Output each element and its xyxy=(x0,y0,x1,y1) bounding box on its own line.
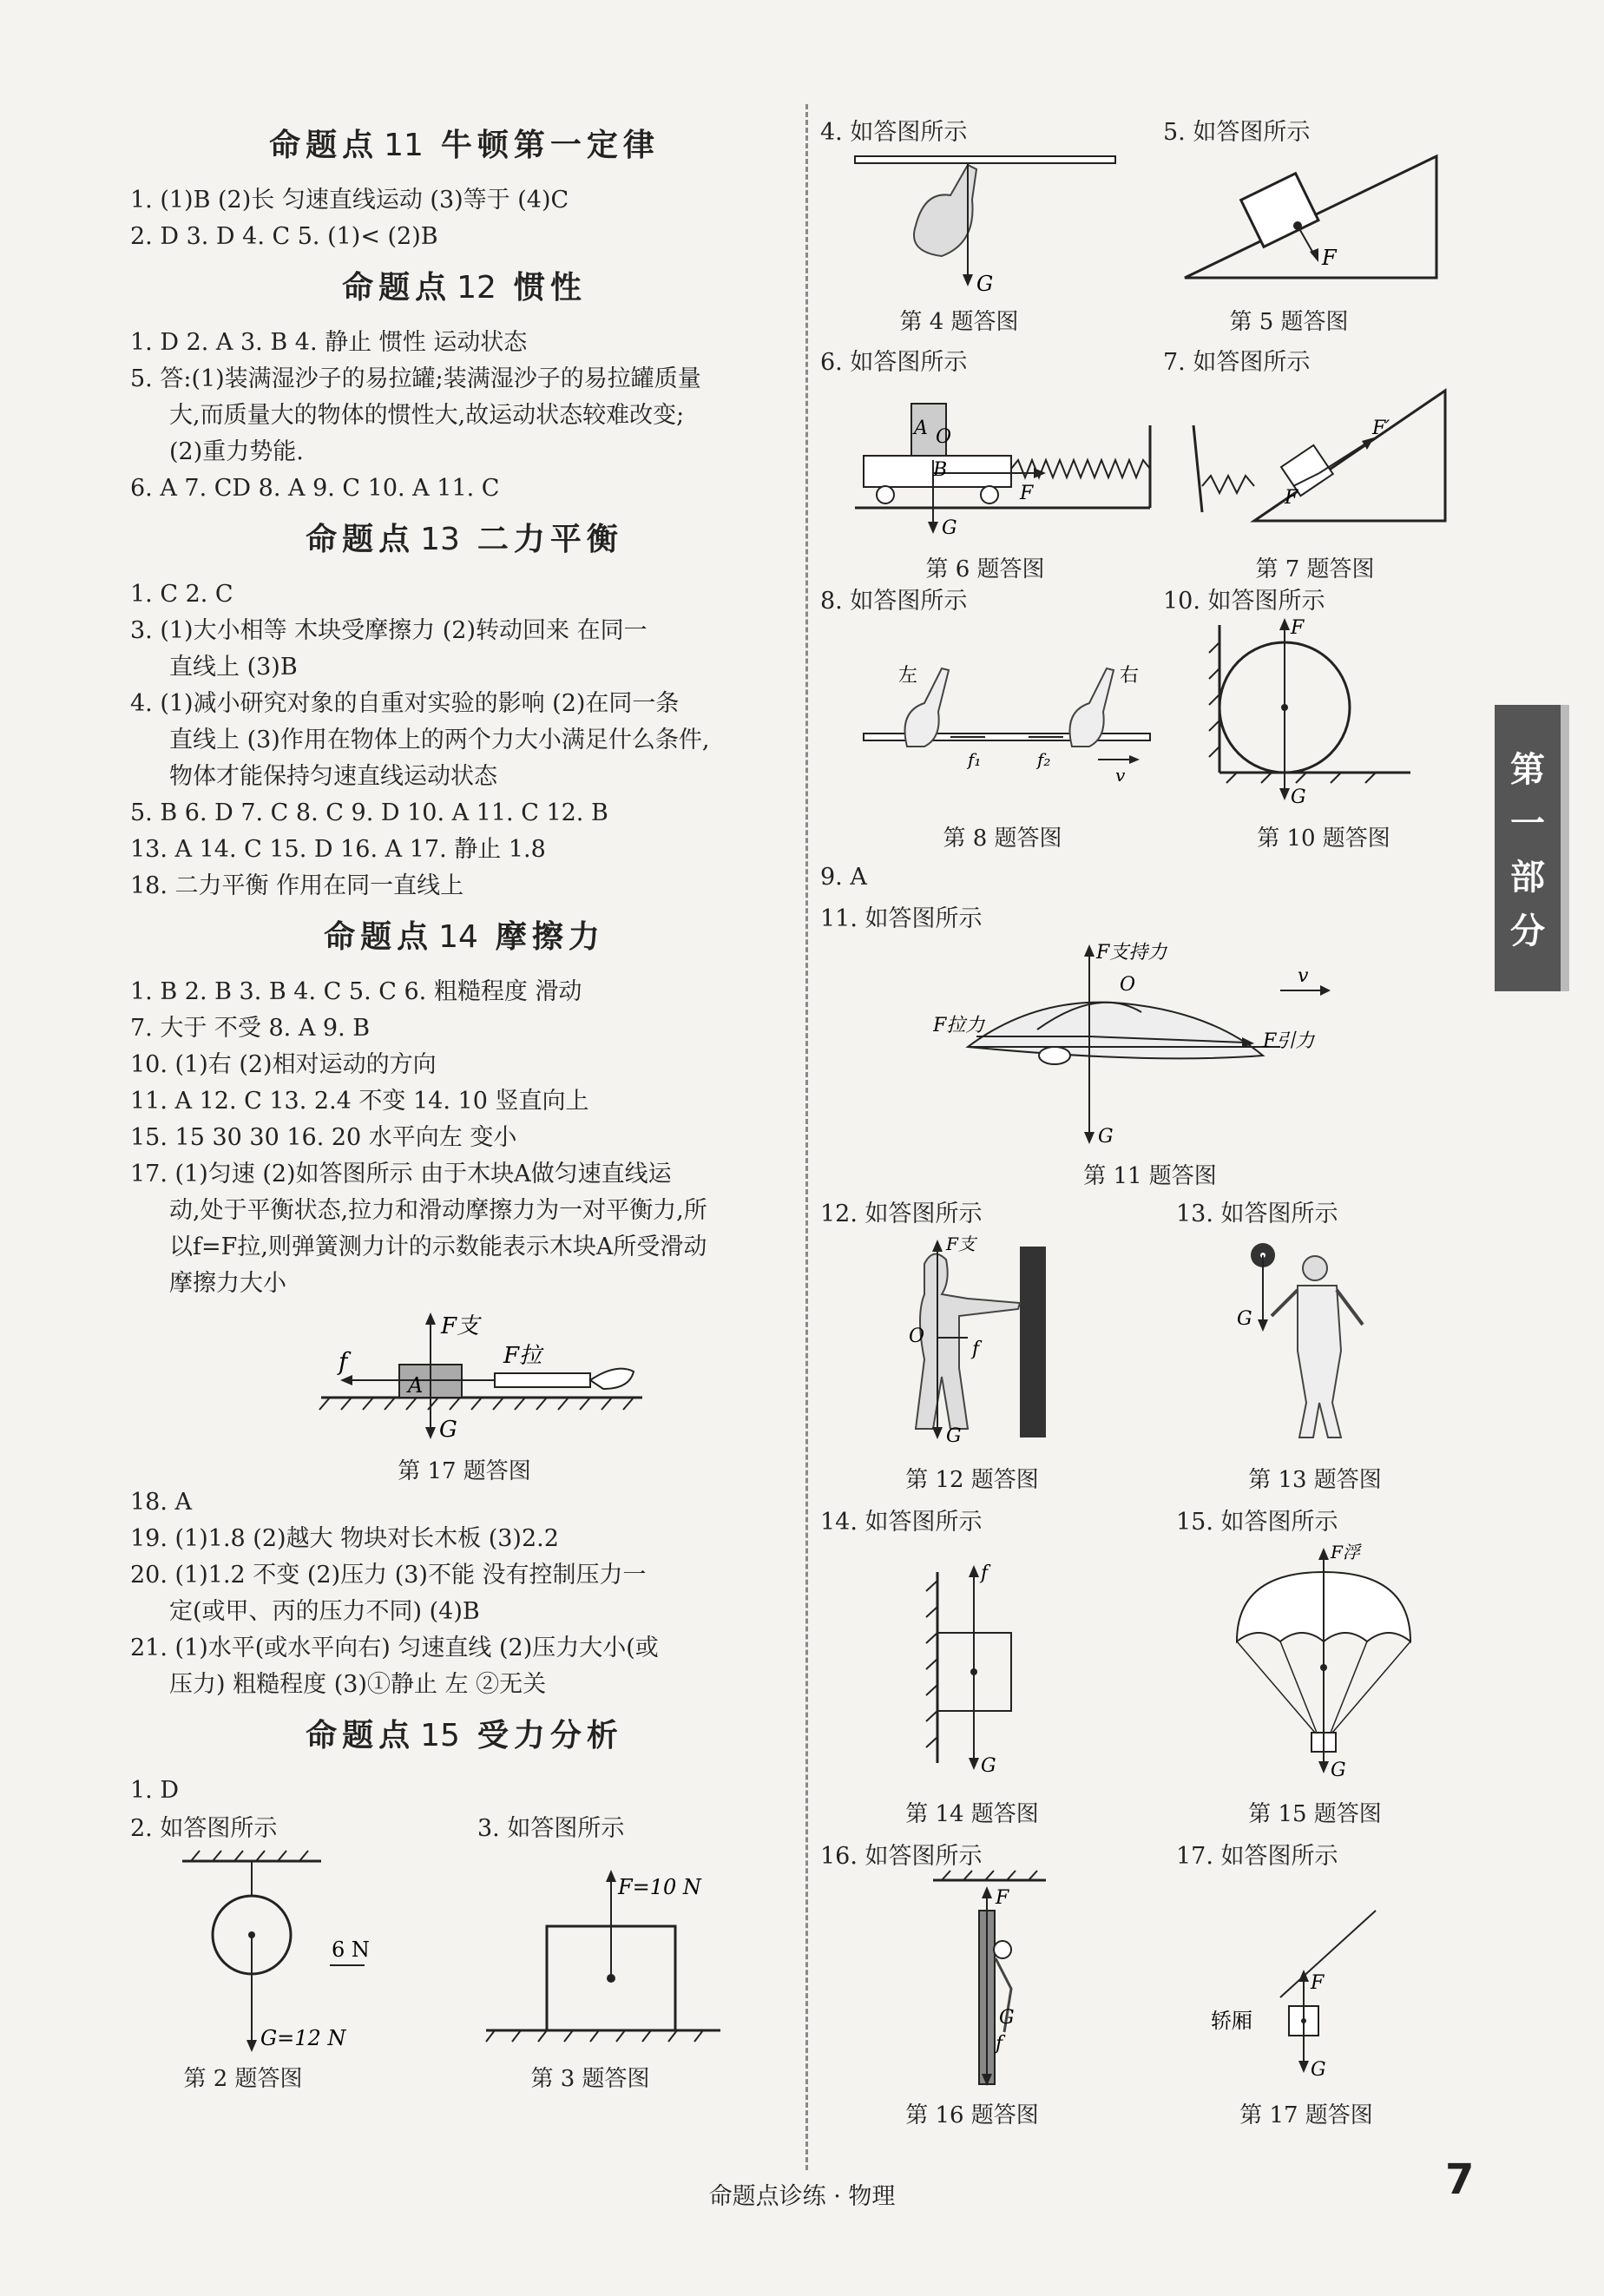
figure-12-label: G xyxy=(946,1425,962,1447)
figure-8-label: v xyxy=(1115,765,1126,786)
figure-caption: 第 13 题答图 xyxy=(1248,1467,1382,1493)
answer-line: 21. (1)水平(或水平向右) 匀速直线 (2)压力大小(或 xyxy=(130,1635,659,1661)
figure-12-label: O xyxy=(909,1326,925,1347)
figure-caption: 第 8 题答图 xyxy=(943,826,1062,852)
figure-caption: 第 17 题答图 xyxy=(398,1458,531,1484)
figure-15-diagram xyxy=(1211,1537,1436,1789)
figure-caption: 第 16 题答图 xyxy=(905,2102,1039,2128)
figure-14-diagram xyxy=(907,1537,1124,1789)
answer-line: 2. D 3. D 4. C 5. (1)< (2)B xyxy=(130,223,438,250)
figure-2-scale: 6 N xyxy=(332,1937,370,1962)
figure-8-label: 左 xyxy=(898,665,918,687)
figure-6-label: G xyxy=(942,517,957,539)
figure-17-diagram xyxy=(130,1302,799,1450)
figure-14-label: G xyxy=(981,1755,996,1777)
answer-line: 13. A 14. C 15. D 16. A 17. 静止 1.8 xyxy=(130,836,546,863)
figure-caption: 第 2 题答图 xyxy=(183,2066,303,2092)
answer-line: 1. (1)B (2)长 匀速直线运动 (3)等于 (4)C xyxy=(130,187,569,214)
figure-12-diagram xyxy=(864,1229,1124,1455)
figures-4-5 xyxy=(820,104,1480,343)
figure-caption: 第 6 题答图 xyxy=(925,556,1045,582)
side-tab-char: 一 xyxy=(1510,804,1545,844)
answer-line: 动,处于平衡状态,拉力和滑动摩擦力为一对平衡力,所 xyxy=(169,1197,707,1224)
answer-line: 5. 答:(1)装满湿沙子的易拉罐;装满湿沙子的易拉罐质量 xyxy=(130,365,701,392)
figure-2-label: G=12 N xyxy=(260,2026,346,2050)
section-title-15: 命题点 15 受力分析 xyxy=(306,1718,623,1753)
figures-6-7 xyxy=(820,343,1480,582)
figure-caption: 第 10 题答图 xyxy=(1257,826,1390,852)
figure-8-label: f₁ xyxy=(968,749,982,770)
figure-4-diagram xyxy=(846,148,1133,304)
figure-caption: 第 12 题答图 xyxy=(905,1467,1039,1493)
figures-8-10 xyxy=(820,582,1480,864)
figure-8-label: 右 xyxy=(1120,665,1140,687)
answer-line: 物体才能保持匀速直线运动状态 xyxy=(169,763,497,790)
answer-line: 以f=F拉,则弹簧测力计的示数能表示木块A所受滑动 xyxy=(169,1234,707,1260)
figures-14-15 xyxy=(820,1503,1480,1837)
question-3-label: 3. 如答图所示 xyxy=(477,1815,625,1842)
figure-10-label: G xyxy=(1291,786,1306,808)
question-8-label: 8. 如答图所示 xyxy=(820,588,968,615)
section-title-11: 命题点 11 牛顿第一定律 xyxy=(269,128,660,163)
figure-16-label: G xyxy=(999,2007,1015,2029)
figure-10-label: F xyxy=(1291,617,1305,639)
figure-11-label: O xyxy=(1120,974,1136,996)
answer-line: 压力) 粗糙程度 (3)①静止 左 ②无关 xyxy=(169,1671,547,1698)
question-17-label: 17. 如答图所示 xyxy=(1176,1843,1338,1870)
answer-line: 大,而质量大的物体的惯性大,故运动状态较难改变; xyxy=(169,402,685,429)
figure-caption: 第 14 题答图 xyxy=(905,1801,1039,1827)
figure-4-label: G xyxy=(976,272,994,296)
figure-11 xyxy=(820,899,1480,1194)
right-column xyxy=(820,104,1480,2136)
figure-caption: 第 5 题答图 xyxy=(1229,309,1349,335)
question-6-label: 6. 如答图所示 xyxy=(820,349,968,376)
figure-10-diagram xyxy=(1193,608,1454,816)
figure-caption: 第 3 题答图 xyxy=(530,2066,650,2092)
figure-13-diagram xyxy=(1211,1229,1471,1455)
figure-8-label: f₂ xyxy=(1037,749,1051,770)
figure-caption: 第 15 题答图 xyxy=(1248,1801,1382,1827)
figure-16-label: f xyxy=(996,2033,1003,2055)
figure-3-diagram xyxy=(469,1844,755,2069)
section-title-12: 命题点 12 惯性 xyxy=(342,270,587,306)
answer-line: 6. A 7. CD 8. A 9. C 10. A 11. C xyxy=(130,475,500,502)
figure-11-label: G xyxy=(1098,1126,1114,1148)
page-footer: 命题点诊练 · 物理 xyxy=(708,2183,896,2210)
question-2-label: 2. 如答图所示 xyxy=(130,1815,278,1842)
page-number: 7 xyxy=(1445,2155,1475,2204)
section-title-13: 命题点 13 二力平衡 xyxy=(306,522,623,557)
figure-16-label: F xyxy=(996,1887,1009,1909)
figure-caption: 第 17 题答图 xyxy=(1239,2102,1373,2128)
side-tab-char: 第 xyxy=(1510,750,1545,790)
answer-line: 1. D xyxy=(130,1777,179,1804)
question-4-label: 4. 如答图所示 xyxy=(820,119,968,146)
answer-line: 15. 15 30 30 16. 20 水平向左 变小 xyxy=(130,1124,517,1151)
answer-line: 直线上 (3)B xyxy=(169,654,298,681)
figure-15-label: F浮 xyxy=(1331,1542,1360,1562)
column-divider xyxy=(805,104,808,2170)
figure-2-diagram xyxy=(148,1844,460,2069)
figure-12-label: F支 xyxy=(946,1234,976,1254)
answer-line: (2)重力势能. xyxy=(169,438,304,465)
figure-13-label: G xyxy=(1237,1308,1252,1330)
figure-17-label: f xyxy=(339,1347,348,1376)
side-tab-char: 分 xyxy=(1510,911,1545,951)
figure-12-label: f xyxy=(972,1339,980,1360)
answer-line: 7. 大于 不受 8. A 9. B xyxy=(130,1015,371,1042)
answer-line: 3. (1)大小相等 木块受摩擦力 (2)转动回来 在同一 xyxy=(130,617,648,644)
question-15-label: 15. 如答图所示 xyxy=(1176,1509,1338,1536)
figure-5-diagram xyxy=(1167,148,1454,304)
figure-6-label: F xyxy=(1020,483,1034,504)
answer-line: 1. D 2. A 3. B 4. 静止 惯性 运动状态 xyxy=(130,329,528,356)
answer-line: 定(或甲、丙的压力不同) (4)B xyxy=(169,1598,480,1625)
question-11-label: 11. 如答图所示 xyxy=(820,905,983,932)
part-side-tab xyxy=(1495,705,1569,991)
question-10-label: 10. 如答图所示 xyxy=(1163,588,1325,615)
answer-line: 20. (1)1.2 不变 (2)压力 (3)不能 没有控制压力一 xyxy=(130,1562,647,1589)
figure-6-label: A xyxy=(914,418,928,439)
figure-17-label: F支 xyxy=(441,1313,480,1339)
left-column xyxy=(130,113,799,2095)
answer-line: 18. 二力平衡 作用在同一直线上 xyxy=(130,872,464,899)
figure-7-label: F′ xyxy=(1372,418,1390,439)
answer-line: 摩擦力大小 xyxy=(169,1270,286,1297)
figure-17r-label: F xyxy=(1311,1972,1325,1994)
answer-line: 11. A 12. C 13. 2.4 不变 14. 10 竖直向上 xyxy=(130,1088,589,1115)
answer-line: 18. A xyxy=(130,1489,193,1516)
figure-11-diagram xyxy=(933,934,1367,1151)
figure-11-label: F支持力 xyxy=(1096,942,1167,964)
answer-line: 1. C 2. C xyxy=(130,581,233,608)
figure-6-diagram xyxy=(846,373,1176,547)
answer-line: 19. (1)1.8 (2)越大 物块对长木板 (3)2.2 xyxy=(130,1525,559,1552)
question-7-label: 7. 如答图所示 xyxy=(1163,349,1311,376)
question-9-label: 9. A xyxy=(820,864,867,891)
figure-17-label: A xyxy=(408,1373,424,1398)
figure-17r-diagram xyxy=(1211,1867,1436,2102)
figure-17r-label: G xyxy=(1311,2059,1326,2081)
figure-6-label: B xyxy=(933,459,948,481)
figures-12-13 xyxy=(820,1194,1480,1503)
question-14-label: 14. 如答图所示 xyxy=(820,1509,983,1536)
answer-line: 17. (1)匀速 (2)如答图所示 由于木块A做匀速直线运 xyxy=(130,1161,672,1187)
figure-16-diagram xyxy=(890,1867,1107,2102)
figure-17-label: G xyxy=(439,1417,457,1443)
figure-11-label: F引力 xyxy=(1263,1030,1315,1052)
figure-3-label: F=10 N xyxy=(618,1875,701,1899)
figures-2-3 xyxy=(130,1809,799,2095)
figure-caption: 第 4 题答图 xyxy=(899,309,1019,335)
side-tab-char: 部 xyxy=(1510,858,1545,898)
question-5-label: 5. 如答图所示 xyxy=(1163,119,1311,146)
figure-17 xyxy=(130,1302,799,1484)
answer-line: 1. B 2. B 3. B 4. C 5. C 6. 粗糙程度 滑动 xyxy=(130,978,582,1005)
figure-14-label: f xyxy=(981,1562,989,1584)
question-12-label: 12. 如答图所示 xyxy=(820,1201,983,1227)
figure-7-diagram xyxy=(1167,373,1463,547)
figure-6-label: O xyxy=(936,426,952,448)
figure-5-label: F xyxy=(1322,246,1337,270)
section-title-14: 命题点 14 摩擦力 xyxy=(324,919,605,955)
answer-line: 直线上 (3)作用在物体上的两个力大小满足什么条件, xyxy=(169,727,710,753)
figures-16-17 xyxy=(820,1837,1480,2136)
figure-8-diagram xyxy=(855,616,1185,807)
figure-11-label: F拉力 xyxy=(933,1015,985,1036)
figure-17-label: F拉 xyxy=(503,1343,542,1369)
figure-11-label: v xyxy=(1298,965,1309,987)
answer-line: 5. B 6. D 7. C 8. C 9. D 10. A 11. C 12. B xyxy=(130,799,608,826)
question-13-label: 13. 如答图所示 xyxy=(1176,1201,1338,1227)
figure-caption: 第 11 题答图 xyxy=(1083,1163,1217,1189)
figure-15-label: G xyxy=(1331,1760,1346,1781)
question-16-label: 16. 如答图所示 xyxy=(820,1843,983,1870)
answer-line: 10. (1)右 (2)相对运动的方向 xyxy=(130,1051,437,1078)
figure-17r-label: 轿厢 xyxy=(1211,2009,1252,2033)
figure-caption: 第 7 题答图 xyxy=(1255,556,1375,582)
answer-line: 4. (1)减小研究对象的自重对实验的影响 (2)在同一条 xyxy=(130,690,680,717)
figure-7-label: F xyxy=(1285,487,1298,509)
